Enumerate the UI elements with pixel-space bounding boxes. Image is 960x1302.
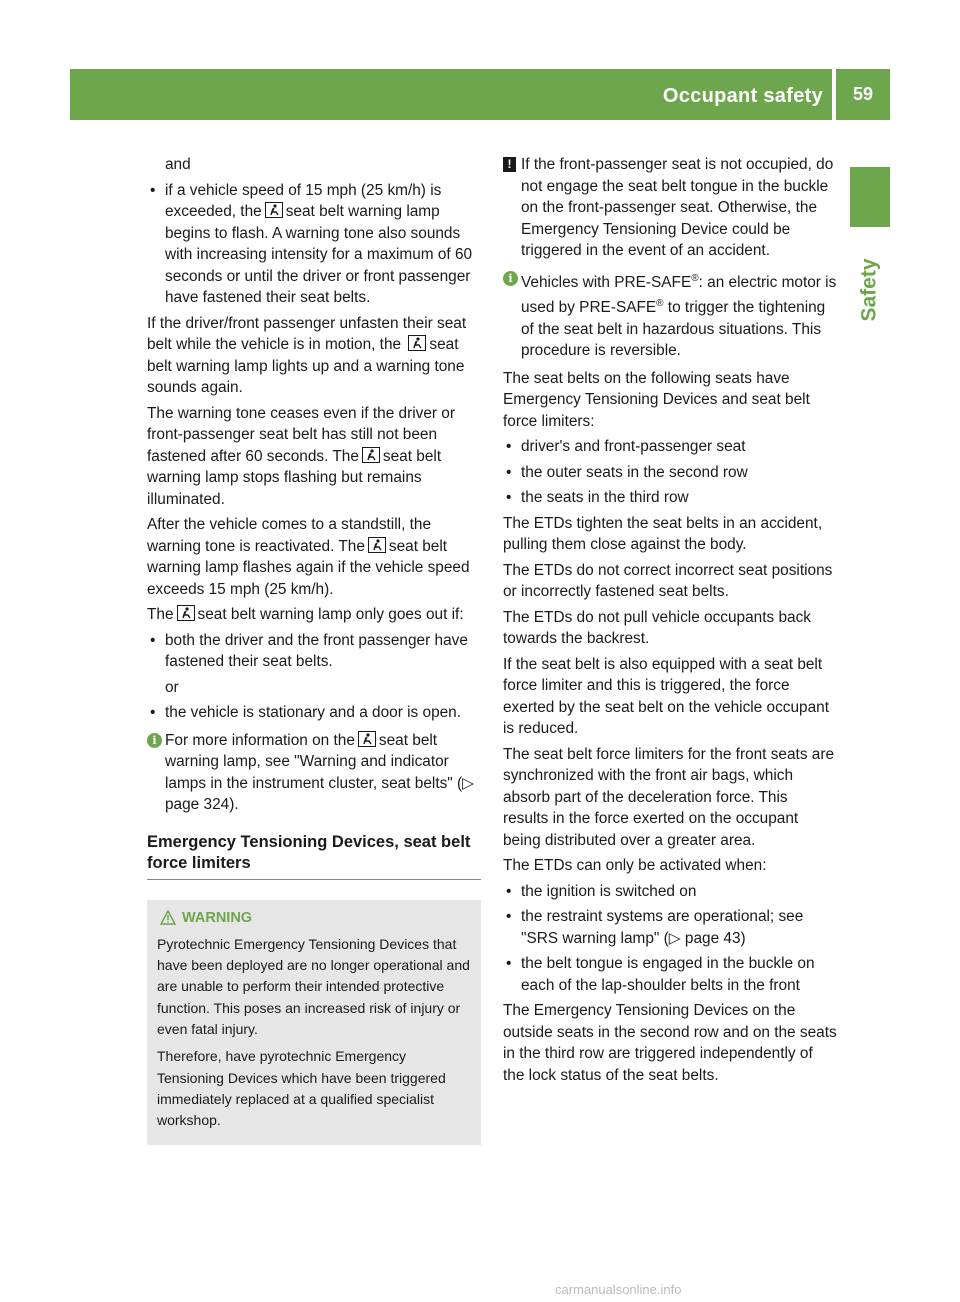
warning-note: ! If the front-passenger seat is not occupied, do not engage the seat belt tongue in the buckle on the front-passenger seat. Otherwise, the Emergency Tensioning Device could be triggered in the event of an accident. (503, 154, 837, 262)
divider (147, 879, 481, 880)
list-item: • both the driver and the front passenger have fastened their seat belts. (150, 631, 468, 670)
info-icon: i (147, 733, 162, 748)
page-title: Occupant safety (662, 85, 823, 107)
page-ref-arrow-icon: ▷ (462, 774, 474, 792)
paragraph: The warning tone ceases even if the driver or front-passenger seat belt has still not been fastened after 60 seconds. The seat belt warning lamp stops flashing but remains illuminated. (147, 404, 455, 508)
section-tab (850, 167, 890, 227)
warning-title: WARNING (157, 908, 471, 932)
list-item: • the restraint systems are operational; see "SRS warning lamp" (▷ page 43) (506, 908, 804, 947)
paragraph: The ETDs do not correct incorrect seat positions or incorrectly fastened seat belts. (503, 561, 833, 601)
section-heading: Emergency Tensioning Devices, seat belt force limiters (147, 832, 471, 872)
list-item: • the belt tongue is engaged in the buckle on each of the lap-shoulder belts in the front (506, 955, 815, 994)
paragraph: The seat belts on the following seats have Emergency Tensioning Devices and seat belt force limiters: (503, 369, 810, 430)
warning-text: Pyrotechnic Emergency Tensioning Devices that have been deployed are no longer operational and are unable to perform their intended protective function. This poses an increased risk of injury or even fatal injury. (157, 935, 470, 1037)
paragraph: The ETDs do not pull vehicle occupants back towards the backrest. (503, 608, 811, 648)
info-icon: i (503, 271, 518, 286)
info-note: i Vehicles with PRE-SAFE®: an electric motor is used by PRE-SAFE® to trigger the tightening of the seat belt in hazardous situations. This procedure is reversible. (503, 268, 837, 362)
list-item: • if a vehicle speed of 15 mph (25 km/h) is exceeded, the seat belt warning lamp begins to flash. A warning tone also sounds with increasing intensity for a maximum of 60 seconds or until the driver or front passenger have fastened their seat belts. (150, 181, 473, 306)
paragraph: If the seat belt is also equipped with a seat belt force limiter and this is triggered, the force exerted by the seat belt on the vehicle occupant is reduced. (503, 655, 829, 738)
watermark: carmanualsonline.info (555, 1282, 682, 1297)
paragraph: The ETDs can only be activated when: (503, 857, 767, 875)
paragraph: The Emergency Tensioning Devices on the outside seats in the second row and on the seats in the third row are triggered independently of the lock status of the seat belts. (503, 1002, 837, 1084)
list-item: • the vehicle is stationary and a door is open. (150, 704, 462, 721)
paragraph: and (165, 156, 191, 173)
seat-belt-warning-icon (408, 335, 426, 351)
exclamation-icon: ! (503, 157, 516, 172)
paragraph: The seat belt force limiters for the front seats are synchronized with the front air bags, which absorb part of the deceleration force. This results in the force exerted on the occupant being distributed over a greater area. (503, 745, 835, 849)
seat-belt-warning-icon (265, 202, 283, 218)
list-item: • the ignition is switched on (506, 882, 697, 900)
list-item: • the outer seats in the second row (506, 463, 748, 481)
warning-text: Therefore, have pyrotechnic Emergency Tensioning Devices which have been triggered immediately replaced at a qualified specialist workshop. (157, 1048, 446, 1129)
left-column (147, 154, 481, 1145)
seat-belt-warning-icon (368, 537, 386, 553)
list-item: • driver's and front-passenger seat (506, 438, 746, 456)
seat-belt-warning-icon (362, 447, 380, 463)
paragraph: The ETDs tighten the seat belts in an accident, pulling them close against the body. (503, 514, 823, 554)
paragraph: After the vehicle comes to a standstill, the warning tone is reactivated. The seat belt warning lamp flashes again if the vehicle speed exceeds 15 mph (25 km/h). (147, 516, 470, 598)
paragraph: The seat belt warning lamp only goes out if: (147, 606, 464, 623)
paragraph: If the driver/front passenger unfasten their seat belt while the vehicle is in motion, the seat belt warning lamp lights up and a warning tone sounds again. (147, 314, 467, 396)
seat-belt-warning-icon (177, 605, 195, 621)
info-note: i For more information on the seat belt warning lamp, see "Warning and indicator lamps in the instrument cluster, seat belts" (▷ page 324). (147, 730, 481, 816)
page-ref-arrow-icon: ▷ (668, 929, 681, 947)
warning-triangle-icon (160, 910, 176, 932)
warning-box (147, 900, 481, 1146)
paragraph: or (165, 678, 179, 696)
list-item: • the seats in the third row (506, 489, 689, 507)
seat-belt-warning-icon (358, 731, 376, 747)
page-number: 59 (836, 69, 890, 120)
section-label: Safety (858, 258, 881, 322)
right-column (503, 154, 837, 1090)
